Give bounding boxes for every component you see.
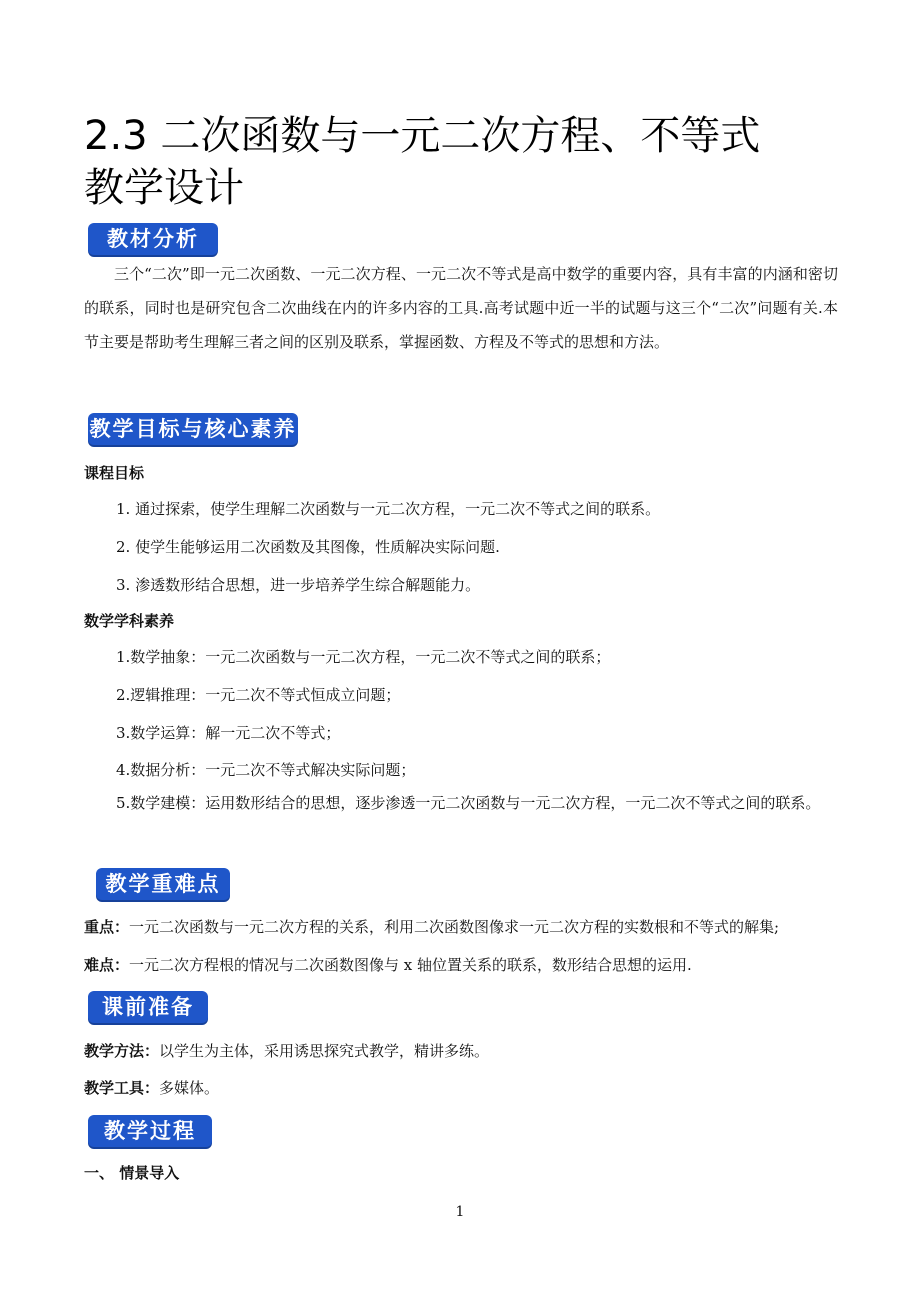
method-label: 教学方法： [84, 1042, 160, 1060]
literacy-item: 4.数据分析：一元二次不等式解决实际问题； [116, 761, 416, 779]
section-badge-analysis: 教材分析 [88, 223, 218, 255]
literacy-heading: 数学学科素养 [84, 612, 175, 630]
document-title [84, 110, 844, 214]
section-badge-goals: 教学目标与核心素养 [88, 413, 298, 445]
course-goals-heading: 课程目标 [84, 464, 145, 482]
course-goal-item: 2. 使学生能够运用二次函数及其图像，性质解决实际问题. [116, 538, 500, 556]
focus-line [84, 917, 779, 937]
tool-text: 多媒体。 [159, 1079, 220, 1097]
section-badge-keypoints: 教学重难点 [96, 868, 230, 900]
title-line-1: 2.3 二次函数与一元二次方程、不等式 [84, 113, 761, 159]
literacy-item: 3.数学运算：解一元二次不等式； [116, 724, 341, 742]
process-subheading: 一、 情景导入 [84, 1164, 180, 1182]
method-text: 以学生为主体，采用诱思探究式教学，精讲多练。 [159, 1042, 490, 1060]
focus-label: 重点： [84, 918, 130, 936]
literacy-item: 5.数学建模：运用数形结合的思想，逐步渗透一元二次函数与一元二次方程，一元二次不等式之间的联系。 [116, 794, 821, 812]
course-goal-item: 1. 通过探索，使学生理解二次函数与一元二次方程，一元二次不等式之间的联系。 [116, 500, 661, 518]
course-goal-item: 3. 渗透数形结合思想，进一步培养学生综合解题能力。 [116, 576, 481, 594]
difficulty-text: 一元二次方程根的情况与二次函数图像与 x 轴位置关系的联系，数形结合思想的运用. [129, 956, 692, 974]
focus-text: 一元二次函数与一元二次方程的关系，利用二次函数图像求一元二次方程的实数根和不等式的解集; [129, 918, 780, 936]
literacy-item: 2.逻辑推理：一元二次不等式恒成立问题； [116, 686, 401, 704]
title-line-2: 教学设计 [84, 165, 244, 211]
page-number: 1 [455, 1204, 465, 1220]
section-badge-process: 教学过程 [88, 1115, 212, 1147]
difficulty-line [84, 955, 692, 975]
difficulty-label: 难点： [84, 956, 130, 974]
section-badge-prep: 课前准备 [88, 991, 208, 1023]
method-line [84, 1041, 489, 1061]
tool-label: 教学工具： [84, 1079, 160, 1097]
tool-line [84, 1078, 219, 1098]
literacy-item: 1.数学抽象：一元二次函数与一元二次方程，一元二次不等式之间的联系； [116, 648, 611, 666]
analysis-paragraph: 三个“二次”即一元二次函数、一元二次方程、一元二次不等式是高中数学的重要内容，具有丰富的内涵和密切的联系，同时也是研究包含二次曲线在内的许多内容的工具.高考试题中近一半的试题与这三个“二次”问题有关.本节主要是帮助考生理解三者之间的区别及联系，掌握函数、方程及不等式的思想和方法。 [84, 265, 838, 351]
